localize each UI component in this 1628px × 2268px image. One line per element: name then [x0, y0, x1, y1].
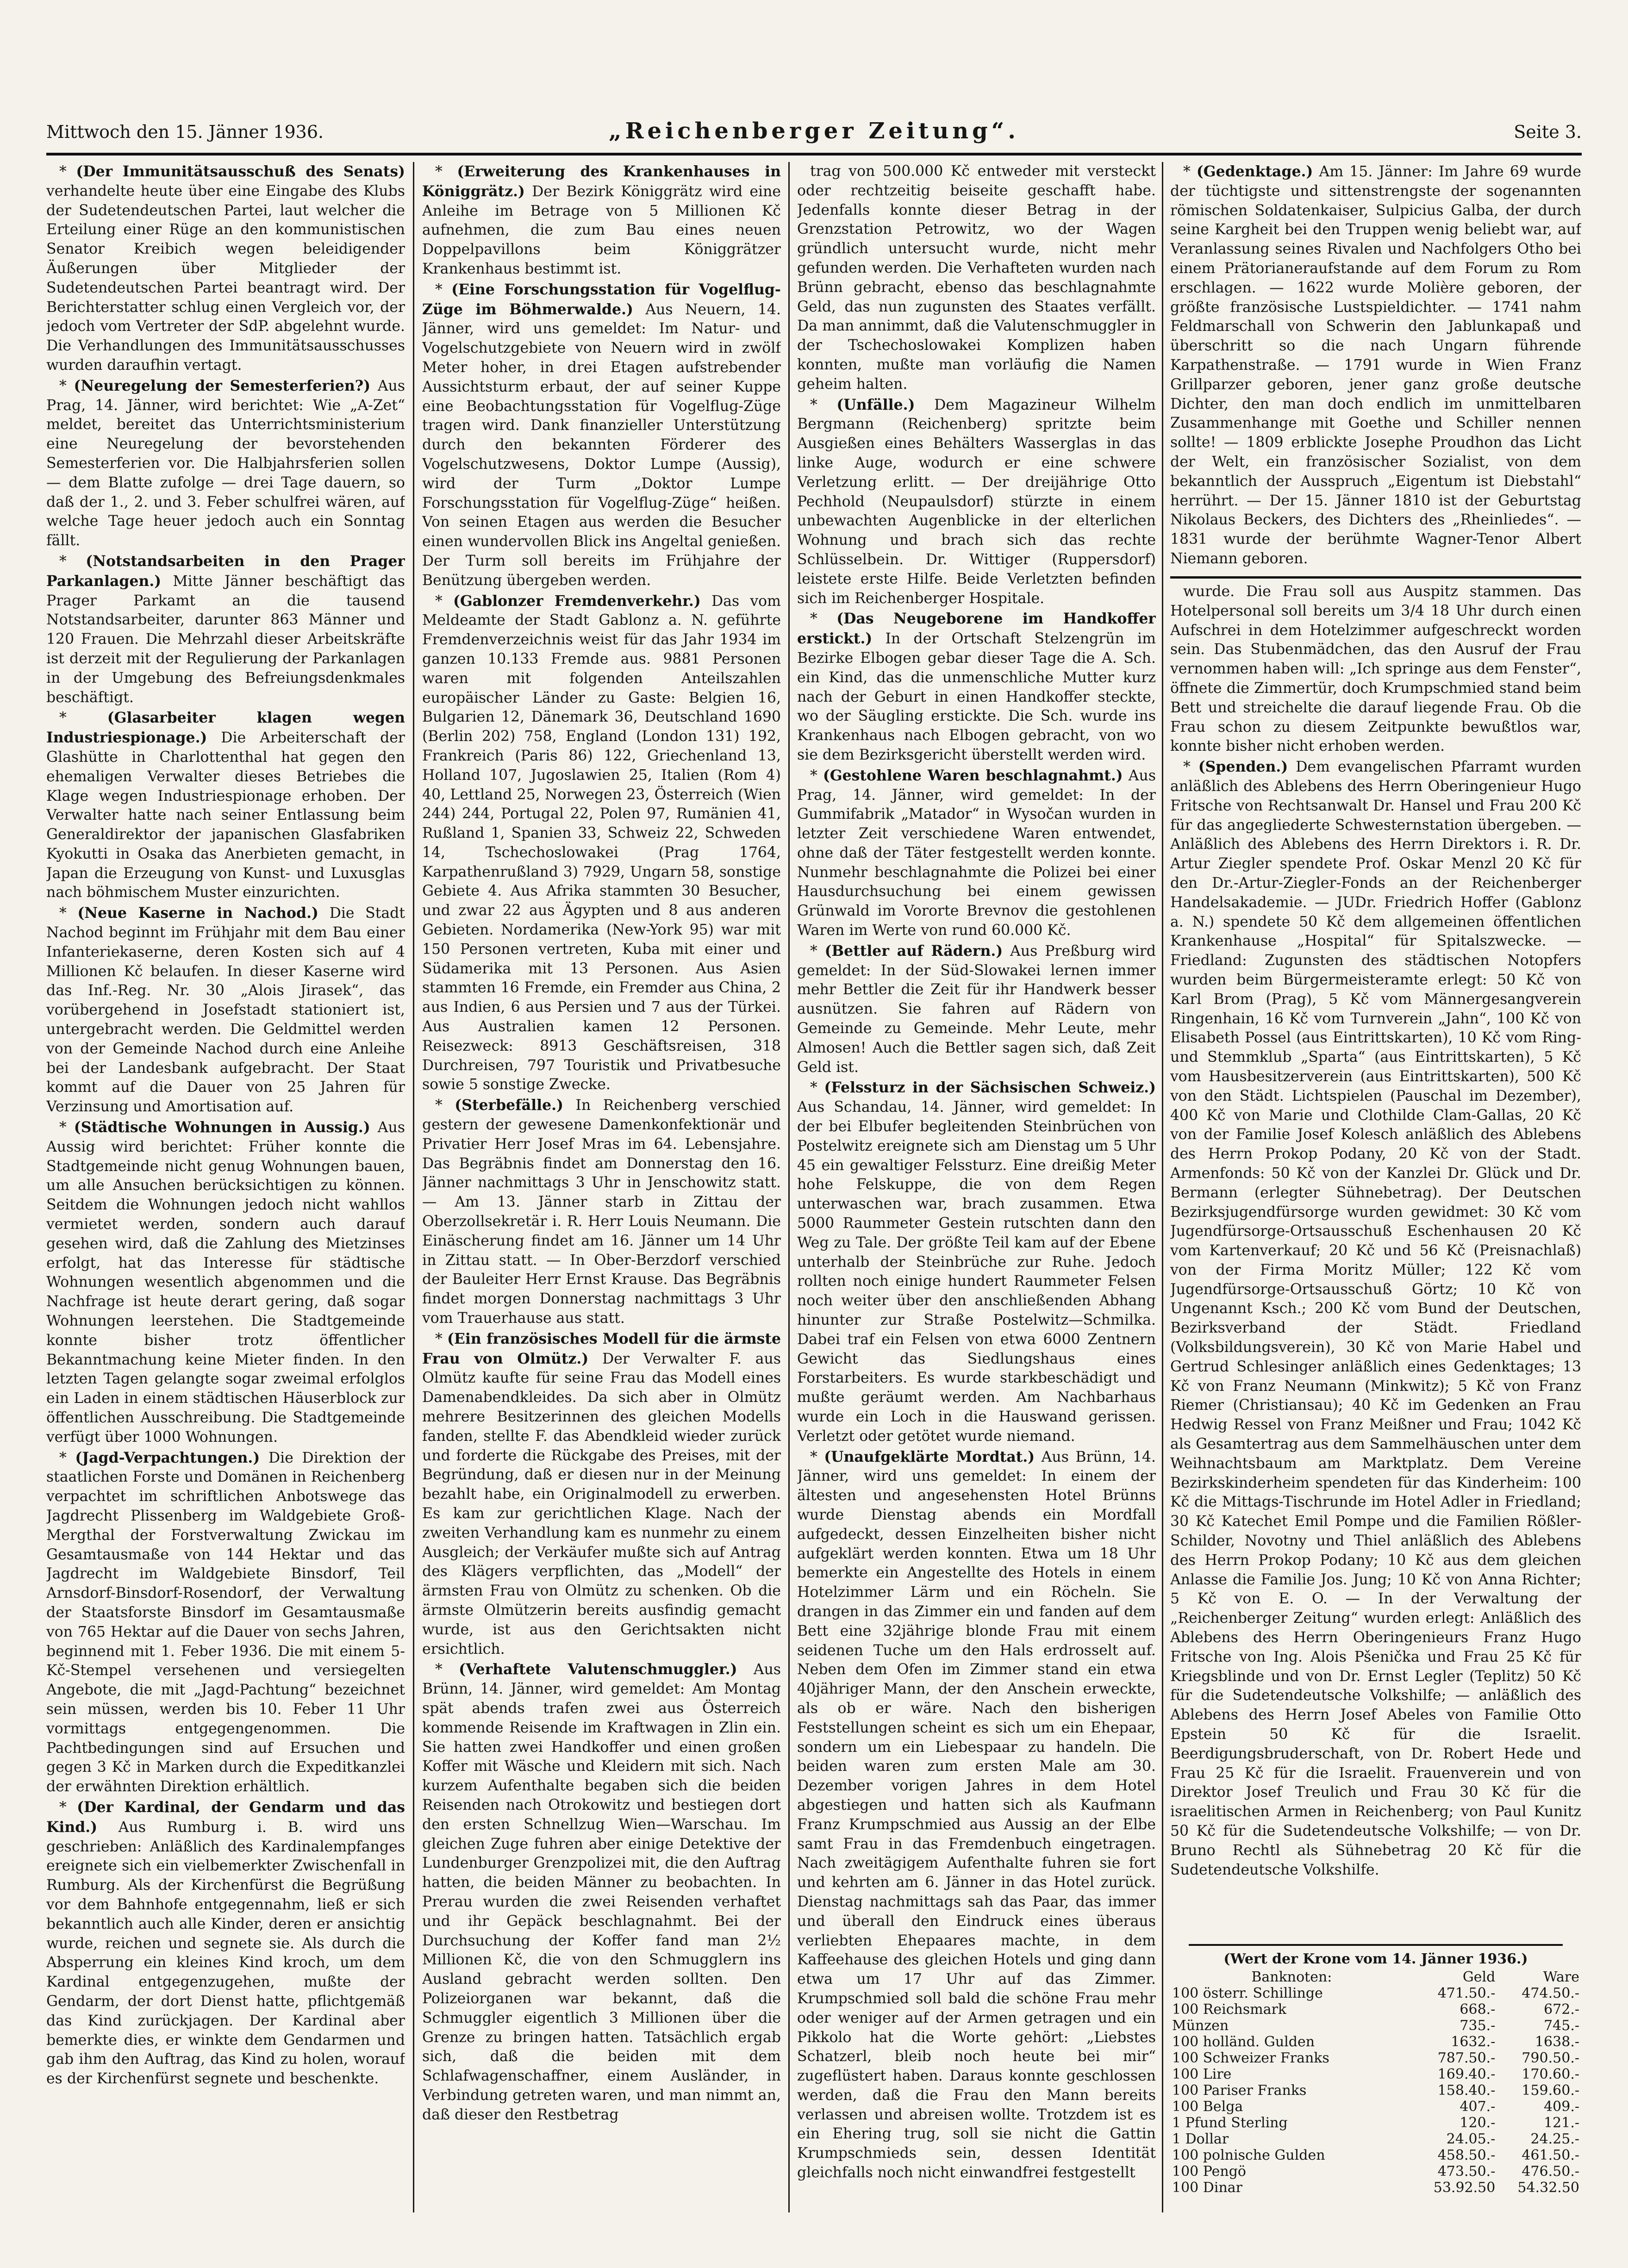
- header-cell: Geld: [1462, 1969, 1496, 1985]
- article-heading: (Ein französisches Modell für die ärmste Frau von Olmütz.): [422, 1330, 781, 1367]
- table-row: [1170, 2115, 1581, 2131]
- rate-cell: 24.05.-: [1446, 2131, 1496, 2147]
- rate-cell: 473.50.-: [1437, 2163, 1496, 2180]
- table-row: [1170, 2001, 1581, 2018]
- currency-cell: 100 polnische Gulden: [1172, 2147, 1325, 2163]
- currency-cell: 100 Schweizer Franks: [1172, 2050, 1329, 2066]
- column-divider: [788, 162, 790, 2212]
- article-paragraph: * (Neue Kaserne in Nachod.) Die Stadt Nachod beginnt im Frühjahr mit dem Bau einer Infanteriekaserne, deren Kosten sich auf 4 Millionen Kč belaufen. In dieser Kaserne wird das Inf.-Reg. Nr. 30 „Alois Jirasek“, das vorübergehend in Josefstadt stationiert ist, untergebracht werden. Die Geldmittel werden von der Gemeinde Nachod durch eine Anleihe bei der Landesbank aufgebracht. Der Staat kommt auf die Dauer von 25 Jahren für Verzinsung und Amortisation auf.: [46, 904, 405, 1115]
- article-paragraph: * (Jagd-Verpachtungen.) Die Direktion der staatlichen Forste und Domänen in Reichenberg verpachtet im schriftlichen Anbotswege das Jagdrecht Plissenberg im Waldgebiete Groß-Mergthal der Forstverwaltung Zwickau im Gesamtausmaße von 144 Hektar und das Jagdrecht im Waldgebiete Binsdorf, Teil Arnsdorf-Binsdorf-Rosendorf, der Verwaltung der Staatsforste Binsdorf im Gesamtausmaße von 765 Hektar auf die Dauer von sechs Jahren, beginnend mit 1. Feber 1936. Die mit einem 5-Kč-Stempel versehenen und versiegelten Angebote, die mit „Jagd-Pachtung“ bezeichnet sein müssen, werden bis 10. Feber 11 Uhr vormittags entgegengenommen. Die Pachtbedingungen sind auf Ersuchen und gegen 3 Kč in Marken durch die Expeditkanzlei der erwähnten Direktion erhältlich.: [46, 1449, 405, 1795]
- article-heading: (Sterbefälle.): [455, 1097, 563, 1114]
- section-rule: [1170, 576, 1581, 579]
- table-row: [1170, 2147, 1581, 2163]
- article-text: Aus Prag, 14. Jänner, wird berichtet: Wie „A-Zet“ meldet, bereitet das Unterrichtsministerium eine Neuregelung der bevorstehenden Semesterferien vor. Die Halbjahrsferien sollen — dem Blatte zufolge — drei Tage dauern, so daß der 1., 2. und 3. Feber schulfrei wären, auf welche Tage heuer jedoch auch ein Sonntag fällt.: [46, 377, 405, 549]
- column-3: [797, 162, 1156, 2212]
- article-heading: (Gablonzer Fremdenverkehr.): [453, 592, 701, 610]
- article-heading: (Notstandsarbeiten in den Prager Parkanlagen.): [46, 552, 405, 590]
- article-heading: (Spenden.): [1198, 758, 1288, 776]
- rate-cell: 53.92.50: [1433, 2180, 1496, 2196]
- rate-cell: 407.-: [1460, 2099, 1496, 2115]
- article-text: Der Verwalter F. aus Olmütz kaufte für seine Frau das Modell eines Damenabendkleides. Da sich aber in Olmütz mehrere Besitzerinnen des gleichen Modells fanden, stellte F. das Abendkleid wieder zurück und forderte die Rückgabe des Preises, mit der Begründung, daß er diesen nur in der Meinung bezahlt habe, ein Originalmodell zu erwerben. Es kam zur gerichtlichen Klage. Nach der zweiten Verhandlung kam es nunmehr zu einem Ausgleich; der Verkäufer mußte sich auf Antrag des Klägers verpflichten, das „Modell“ der ärmsten Frau von Olmütz zu schenken. Ob die ärmste Olmützerin bereits ausfindig gemacht wurde, ist aus den Gerichtsakten nicht ersichtlich.: [422, 1350, 781, 1657]
- rate-cell: 24.25.-: [1530, 2131, 1579, 2147]
- article-paragraph: * (Unaufgeklärte Mordtat.) Aus Brünn, 14. Jänner, wird uns gemeldet: In einem der ältesten und angesehensten Hotel Brünns wurde Dienstag abends ein Mordfall aufgedeckt, dessen Einzelheiten bisher nicht aufgeklärt werden konnten. Etwa um 18 Uhr bemerkte ein Angestellte des Hotels in einem Hotelzimmer Lärm und ein Röcheln. Sie drangen in das Zimmer ein und fanden auf dem Bett eine 32jährige blonde Frau mit einem seidenen Tuche um den Hals erdrosselt auf. Neben dem Ofen im Zimmer stand ein etwa 40jähriger Mann, der den Anschein erweckte, als ob er wäre. Nach den bisherigen Feststellungen scheint es sich um ein Ehepaar, sondern um ein Liebespaar zu handeln. Die beiden waren zum ersten Male am 30. Dezember vorigen Jahres in dem Hotel abgestiegen und hatten sich als Kaufmann Franz Krumpschmied aus Aussig an der Elbe samt Frau in das Fremdenbuch eingetragen. Nach zweitägigem Aufenthalte fuhren sie fort und kehrten am 6. Jänner in das Hotel zurück. Dienstag nachmittags sah das Paar, das immer und überall den Eindruck eines überaus verliebten Ehepaares machte, in dem Kaffeehause des gleichen Hotels und ging dann etwa um 17 Uhr auf das Zimmer. Krumpschmied soll bald die schöne Frau mehr oder weniger auf der Armen getragen und ein Pikkolo hat die Worte gehört: „Liebstes Schatzerl, bleib noch heute bei mir“ zugeflüstert haben. Daraus konnte geschlossen werden, daß die Frau den Mann bereits verlassen und abreisen wollte. Trotzdem ist es ein Ehering trug, soll sie nicht die Gattin Krumpschmieds sein, dessen Identität gleichfalls noch nicht einwandfrei festgestellt: [797, 1448, 1156, 2181]
- article-paragraph: * (Sterbefälle.) In Reichenberg verschied gestern der gewesene Damenkonfektionär und Privatier Herr Josef Mras im 64. Lebensjahre. Das Begräbnis findet am Donnerstag den 16. Jänner nachmittags 3 Uhr in Jenschowitz statt. — Am 13. Jänner starb in Zittau der Oberzollsekretär i. R. Herr Louis Neumann. Die Einäscherung findet am 16. Jänner um 14 Uhr in Zittau statt. — In Ober-Berzdorf verschied der Bauleiter Herr Ernst Krause. Das Begräbnis findet morgen Donnerstag nachmittags 3 Uhr vom Trauerhause aus statt.: [422, 1097, 781, 1327]
- rate-cell: 458.50.-: [1437, 2147, 1496, 2163]
- article-text: Aus Brünn, 14. Jänner, wird uns gemeldet: In einem der ältesten und angesehensten Hotel Brünns wurde Dienstag abends ein Mordfall aufgedeckt, dessen Einzelheiten bisher nicht aufgeklärt werden konnten. Etwa um 18 Uhr bemerkte ein Angestellte des Hotels in einem Hotelzimmer Lärm und ein Röcheln. Sie drangen in das Zimmer ein und fanden auf dem Bett eine 32jährige blonde Frau mit einem seidenen Tuche um den Hals erdrosselt auf. Neben dem Ofen im Zimmer stand ein etwa 40jähriger Mann, der den Anschein erweckte, als ob er wäre. Nach den bisherigen Feststellungen scheint es sich um ein Ehepaar, sondern um ein Liebespaar zu handeln. Die beiden waren zum ersten Male am 30. Dezember vorigen Jahres in dem Hotel abgestiegen und hatten sich als Kaufmann Franz Krumpschmied aus Aussig an der Elbe samt Frau in das Fremdenbuch eingetragen. Nach zweitägigem Aufenthalte fuhren sie fort und kehrten am 6. Jänner in das Hotel zurück. Dienstag nachmittags sah das Paar, das immer und überall den Eindruck eines überaus verliebten Ehepaares machte, in dem Kaffeehause des gleichen Hotels und ging dann etwa um 17 Uhr auf das Zimmer. Krumpschmied soll bald die schöne Frau mehr oder weniger auf der Armen getragen und ein Pikkolo hat die Worte gehört: „Liebstes Schatzerl, bleib noch heute bei mir“ zugeflüstert haben. Daraus konnte geschlossen werden, daß die Frau den Mann bereits verlassen und abreisen wollte. Trotzdem ist es ein Ehering trug, soll sie nicht die Gattin Krumpschmieds sein, dessen Identität gleichfalls noch nicht einwandfrei festgestellt: [797, 1448, 1156, 2181]
- article-heading: (Das Neugeborene im Handkoffer erstickt.): [797, 610, 1156, 648]
- currency-cell: Münzen: [1172, 2018, 1229, 2034]
- article-text: Aus Aussig wird berichtet: Früher konnte die Stadtgemeinde nicht genug Wohnungen bauen, um alle Ansuchen berücksichtigen zu können. Seitdem die Wohnungen jedoch nicht wahllos vermietet werden, sondern auch darauf gesehen wird, daß die Zahlung des Mietzinses erfolgt, hat das Interesse für städtische Wohnungen wesentlich abgenommen und die Nachfrage ist heute derart gering, daß sogar Wohnungen leerstehen. Die Stadtgemeinde konnte bisher trotz öffentlicher Bekanntmachung keine Mieter finden. In den letzten Tagen gelangte sogar zweimal erfolglos ein Laden in einem städtischen Häuserblock zur öffentlichen Ausschreibung. Die Stadtgemeinde verfügt über 1000 Wohnungen.: [46, 1119, 405, 1446]
- rate-cell: 159.60.-: [1522, 2082, 1579, 2099]
- rate-cell: 476.50.-: [1522, 2163, 1579, 2180]
- article-paragraph: * (Bettler auf Rädern.) Aus Preßburg wird gemeldet: In der Süd-Slowakei lernen immer mehr Bettler die Zeit für ihr Handwerk besser ausnützen. Sie fahren auf Rädern von Gemeinde zu Gemeinde. Mehr Leute, mehr Almosen! Auch die Bettler sagen sich, daß Zeit Geld ist.: [797, 942, 1156, 1076]
- currency-cell: 100 Dinar: [1172, 2180, 1242, 2196]
- article-paragraph: * (Spenden.) Dem evangelischen Pfarramt wurden anläßlich des Ablebens des Herrn Oberingenieur Hugo Fritsche von Rechtsanwalt Dr. Hansel und Frau 200 Kč für das angegliederte Schwesternstation übergeben. — Anläßlich des Ablebens des Herrn Direktors i. R. Dr. Artur Ziegler spendete Prof. Oskar Menzl 20 Kč für den Dr.-Artur-Ziegler-Fonds an der Reichenberger Handelsakademie. — JUDr. Friedrich Hoffer (Gablonz a. N.) spendete 50 Kč dem allgemeinen öffentlichen Krankenhause „Hospital“ für Spitalszwecke. — Friedland: Zugunsten des städtischen Notopfers wurden beim Bürgermeisteramte erlegt: 50 Kč von Karl Brom (Prag), 5 Kč vom Männergesangverein Ringenhain, 16 Kč vom Turnverein „Jahn“, 100 Kč von Elisabeth Possel (aus Eintrittskarten), 10 Kč vom Ring- und Stemmklub „Sparta“ (aus Eintrittskarten), 5 Kč vom Hausbesitzerverein (aus Eintrittskarten), 500 Kč von den Städt. Lichtspielen (Pauschal im Dezember), 400 Kč von Marie und Clothilde Clam-Gallas, 20 Kč von der Familie Josef Kolesch anläßlich des Ablebens des Herrn Prokop Podany, 20 Kč von der Stadt. Armenfonds: 50 Kč von der Kanzlei Dr. Glück und Dr. Bermann (erlegter Sühnebetrag). Der Deutschen Bezirksjugendfürsorge wurden gewidmet: 30 Kč vom Jugendfürsorge-Ortsausschuß Eschenhausen 20 Kč vom Kartenverkauf; 20 Kč und 56 Kč (Preisnachlaß) von der Firma Moritz Müller; 122 Kč vom Jugendfürsorge-Ortsausschuß Görtz; 10 Kč von Ungenannt Ksch.; 200 Kč vom Bund der Deutschen, Bezirksverband der Städt. Friedland (Volksbildungsverein), 30 Kč von Marie Habel und Gertrud Schlesinger anläßlich eines Gedenktages; 13 Kč von Franz Neumann (Minkwitz); 5 Kč von Franz Riemer (Christiansau); 40 Kč im Gedenken an Frau Hedwig Ressel von Franz Meißner und Frau; 1042 Kč als Gesamtertrag aus dem Sammelhäuschen unter dem Weihnachtsbaum am Marktplatz. Dem Vereine Bezirkskinderheim spendeten für das Kinderheim: 100 Kč die Mittags-Tischrunde im Hotel Adler in Friedland; 30 Kč Katechet Emil Pompe und die Familien Rößler-Schilder, Novotny und Thiel anläßlich des Ablebens des Herrn Prokop Podany; 10 Kč aus dem gleichen Anlasse die Familie Jos. Jung; 10 Kč von Anna Richter; 5 Kč von E. O. — In der Verwaltung der „Reichenberger Zeitung“ wurden erlegt: Anläßlich des Ablebens des Herrn Oberingenieurs Franz Hugo Fritsche von Ing. Alois Pšenička und Frau 25 Kč für Kriegsblinde und von Dr. Ernst Legler (Teplitz) 50 Kč für die Sudetendeutsche Volkshilfe; — anläßlich des Ablebens des Herrn Josef Abeles von Familie Otto Epstein 50 Kč für die Israelit. Beerdigungsbruderschaft, von Dr. Robert Hede und Frau 25 Kč für die Israelit. Frauenverein und von Direktor Josef Treulich und Frau 30 Kč für die israelitischen Armen in Reichenberg; von Paul Kunitz 50 Kč für die Sudetendeutsche Volkshilfe; — von Dr. Bruno Rechtl als Sühnebetrag 20 Kč für die Sudetendeutsche Volkshilfe.: [1170, 758, 1581, 1878]
- article-text: Aus Brünn, 14. Jänner, wird gemeldet: Am Montag spät abends trafen zwei aus Österreich kommende Reisende im Kraftwagen in Zlin ein. Sie hatten zwei Handkoffer und einen großen Koffer mit Wäsche und Kleidern mit sich. Nach kurzem Aufenthalte begaben sich die beiden Reisenden nach Otrokowitz und bestiegen dort den ersten Schnellzug Wien—Warschau. Im gleichen Zuge fuhren aber einige Detektive der Lundenburger Grenzpolizei mit, die den Auftrag hatten, die beiden Männer zu beobachten. In Prerau wurden die zwei Reisenden verhaftet und ihr Gepäck beschlagnahmt. Bei der Durchsuchung der Koffer fand man 2½ Millionen Kč, die von den Schmugglern ins Ausland gebracht werden sollten. Den Polizeiorganen war bekannt, daß die Schmuggler eigentlich 3 Millionen über die Grenze zu bringen hatten. Tatsächlich ergab sich, daß die beiden mit dem Schlafwagenschaffner, einem Ausländer, in Verbindung getreten waren, und man nimmt an, daß dieser den Restbetrag: [422, 1661, 781, 2123]
- article-heading: (Unaufgeklärte Mordtat.): [824, 1448, 1035, 1465]
- rate-cell: 668.-: [1460, 2001, 1496, 2018]
- article-heading: (Jagd-Verpachtungen.): [75, 1449, 260, 1466]
- column-2: [422, 162, 781, 2212]
- header-cell: Ware: [1543, 1969, 1579, 1985]
- rate-cell: 170.60.-: [1522, 2066, 1579, 2082]
- rate-cell: 120.-: [1460, 2115, 1496, 2131]
- column-4: [1170, 162, 1581, 2212]
- table-row: [1170, 2018, 1581, 2034]
- article-paragraph: * (Felssturz in der Sächsischen Schweiz.) Aus Schandau, 14. Jänner, wird gemeldet: In der bei Elbufer begleitenden Steinbrüchen von Postelwitz ereignete sich am Dienstag um 5 Uhr 45 ein gewaltiger Felssturz. Eine dreißig Meter hohe Felskuppe, die von dem Regen unterwaschen war, brach zusammen. Etwa 5000 Raummeter Gestein rutschten dann den Weg zu Tale. Der größte Teil kam auf der Ebene unterhalb der Steinbrüche zur Ruhe. Jedoch rollten noch einige hundert Raummeter Felsen noch weiter über den anschließenden Abhang hinunter zur Straße Postelwitz—Schmilka. Dabei traf ein Felsen von etwa 6000 Zentnern Gewicht das Siedlungshaus eines Forstarbeiters. Es wurde starkbeschädigt und mußte geräumt werden. Am Nachbarhaus wurde ein Loch in die Hauswand gerissen. Verletzt oder getötet wurde niemand.: [797, 1079, 1156, 1445]
- rate-cell: 1638.-: [1534, 2034, 1579, 2050]
- article-paragraph: * (Ein französisches Modell für die ärmste Frau von Olmütz.) Der Verwalter F. aus Olmütz kaufte für seine Frau das Modell eines Damenabendkleides. Da sich aber in Olmütz mehrere Besitzerinnen des gleichen Modells fanden, stellte F. das Abendkleid wieder zurück und forderte die Rückgabe des Preises, mit der Begründung, daß er diesen nur in der Meinung bezahlt habe, ein Originalmodell zu erwerben. Es kam zur gerichtlichen Klage. Nach der zweiten Verhandlung kam es nunmehr zu einem Ausgleich; der Verkäufer mußte sich auf Antrag des Klägers verpflichten, das „Modell“ der ärmsten Frau von Olmütz zu schenken. Ob die ärmste Olmützerin bereits ausfindig gemacht wurde, ist aus den Gerichtsakten nicht ersichtlich.: [422, 1330, 781, 1657]
- header-page-number: Seite 3.: [1514, 122, 1582, 142]
- article-text: Aus Schandau, 14. Jänner, wird gemeldet: In der bei Elbufer begleitenden Steinbrüchen von Postelwitz ereignete sich am Dienstag um 5 Uhr 45 ein gewaltiger Felssturz. Eine dreißig Meter hohe Felskuppe, die von dem Regen unterwaschen war, brach zusammen. Etwa 5000 Raummeter Gestein rutschten dann den Weg zu Tale. Der größte Teil kam auf der Ebene unterhalb der Steinbrüche zur Ruhe. Jedoch rollten noch einige hundert Raummeter Felsen noch weiter über den anschließenden Abhang hinunter zur Straße Postelwitz—Schmilka. Dabei traf ein Felsen von etwa 6000 Zentnern Gewicht das Siedlungshaus eines Forstarbeiters. Es wurde starkbeschädigt und mußte geräumt werden. Am Nachbarhaus wurde ein Loch in die Hauswand gerissen. Verletzt oder getötet wurde niemand.: [797, 1099, 1156, 1445]
- rate-cell: 790.50.-: [1522, 2050, 1579, 2066]
- article-paragraph: * (Gablonzer Fremdenverkehr.) Das vom Meldeamte der Stadt Gablonz a. N. geführte Fremdenverzeichnis weist für das Jahr 1934 im ganzen 10.133 Fremde aus. 9881 Personen waren mit folgenden Anteilszahlen europäischer Länder zu Gaste: Belgien 16, Bulgarien 12, Dänemark 36, Deutschland 1690 (Berlin 202) 758, England (London 131) 192, Frankreich (Paris 86) 122, Griechenland 13, Holland 107, Jugoslawien 25, Italien (Rom 4) 40, Lettland 25, Norwegen 23, Österreich (Wien 244) 244, Portugal 22, Polen 97, Rumänien 41, Rußland 1, Spanien 33, Schweiz 22, Schweden 14, Tschechoslowakei (Prag 1764, Karpathenrußland 3) 7929, Ungarn 58, sonstige Gebiete 4. Aus Afrika stammten 30 Besucher, und zwar 22 aus Ägypten und 8 aus anderen Gebieten. Nordamerika (New-York 95) war mit 150 Personen vertreten, Kuba mit einer und Südamerika mit 13 Personen. Aus Asien stammten 16 Fremde, ein Fremder aus China, 2 aus Indien, 6 aus Persien und 7 aus der Türkei. Aus Australien kamen 12 Personen. Reisezweck: 8913 Geschäftsreisen, 318 Durchreisen, 797 Touristik und Privatbesuche sowie 5 sonstige Zwecke.: [422, 592, 781, 1093]
- table-row: [1170, 2066, 1581, 2082]
- currency-cell: 1 Pfund Sterling: [1172, 2115, 1288, 2131]
- rate-cell: 745.-: [1544, 2018, 1579, 2034]
- rate-cell: 787.50.-: [1437, 2050, 1496, 2066]
- article-paragraph: [797, 162, 1156, 394]
- rate-cell: 474.50.-: [1522, 1985, 1579, 2001]
- article-paragraph: * (Glasarbeiter klagen wegen Industriespionage.) Die Arbeiterschaft der Glashütte in Charlottenthal hat gegen den ehemaligen Verwalter dieses Betriebes die Klage wegen Industriespionage erhoben. Der Verwalter hatte nach seiner Entlassung beim Generaldirektor der japanischen Glasfabriken Kyokutti in Osaka das Anerbieten gemacht, in Japan die Erzeugung von Kunst- und Luxusglas nach böhmischem Muster einzurichten.: [46, 709, 405, 901]
- rate-cell: 461.50.-: [1522, 2147, 1579, 2163]
- article-paragraph: * (Unfälle.) Dem Magazineur Wilhelm Bergmann (Reichenberg) spritzte beim Ausgießen eines Behälters Wasserglas in das linke Auge, wodurch er eine schwere Verletzung erlitt. — Der dreijährige Otto Pechhold (Neupaulsdorf) stürzte in einem unbewachten Augenblicke in der elterlichen Wohnung und brach sich das rechte Schlüsselbein. Dr. Wittiger (Ruppersdorf) leistete erste Hilfe. Beide Verletzten befinden sich im Reichenberger Hospitale.: [797, 396, 1156, 607]
- article-paragraph: * (Gedenktage.) Am 15. Jänner: Im Jahre 69 wurde der tüchtigste und sittenstrengste der sogenannten römischen Soldatenkaiser, Sulpicius Galba, der durch seine Kargheit bei den Truppen wenig beliebt war, auf Veranlassung seines Rivalen und Nachfolgers Otho bei einem Prätorianeraufstande auf dem Forum zu Rom erschlagen. — 1622 wurde Molière geboren, der größte französische Lustspieldichter. — 1741 nahm Feldmarschall von Schwerin den Jablunkapaß und überschritt so die nach Ungarn führende Karpathenstraße. — 1791 wurde in Wien Franz Grillparzer geboren, jener ganz große deutsche Dichter, den man doch endlich im unmittelbaren Zusammenhange mit Goethe und Schiller nennen sollte! — 1809 erblickte Josephe Proudhon das Licht der Welt, ein französischer Sozialist, von dem bekanntlich der Ausspruch „Eigentum ist Diebstahl“ herrührt. — Der 15. Jänner 1810 ist der Geburtstag Nikolaus Beckers, des Dichters des „Rheinliedes“. — 1831 wurde der berühmte Wagner-Tenor Albert Niemann geboren.: [1170, 163, 1581, 567]
- article-heading: (Der Immunitätsausschuß des Senats): [76, 163, 405, 180]
- article-text: Aus Rumburg i. B. wird uns geschrieben: Anläßlich des Kardinalempfanges ereignete sich ein vielbemerkter Zwischenfall in Rumburg. Als der Kirchenfürst die Begrüßung vor dem Bahnhofe entgegennahm, ließ er sich bekanntlich auch alle Kinder, deren er ansichtig wurde, reichen und segnete sie. Als durch die Absperrung ein kleines Kind kroch, um dem Kardinal entgegenzugehen, mußte der Gendarm, der dort Dienst hatte, pflichtgemäß das Kind zurückjagen. Der Kardinal aber bemerkte dies, er winkte dem Gendarmen und gab ihm den Auftrag, das Kind zu holen, worauf es der Kirchenfürst segnete und beschenkte.: [46, 1819, 405, 2087]
- header-date: Mittwoch den 15. Jänner 1936.: [46, 122, 324, 142]
- article-text: trag von 500.000 Kč entweder mit versteckt oder rechtzeitig beiseite geschafft habe. Jedenfalls konnte dieser Betrag in der Grenzstation Petrowitz, wo der Wagen gründlich untersucht wurde, nicht mehr gefunden werden. Die Verhafteten wurden nach Brünn gebracht, ebenso das beschlagnahmte Geld, das nun zugunsten des Staates verfällt. Da man annimmt, daß die Valutenschmuggler in der Tschechoslowakei Komplizen haben konnten, mußte man vorläufig die Namen geheim halten.: [797, 163, 1156, 393]
- article-heading: (Neue Kaserne in Nachod.): [77, 904, 318, 922]
- article-paragraph: * (Der Kardinal, der Gendarm und das Kind.) Aus Rumburg i. B. wird uns geschrieben: Anläßlich des Kardinalempfanges ereignete sich ein vielbemerkter Zwischenfall in Rumburg. Als der Kirchenfürst die Begrüßung vor dem Bahnhofe entgegennahm, ließ er sich bekanntlich auch alle Kinder, deren er ansichtig wurde, reichen und segnete sie. Als durch die Absperrung ein kleines Kind kroch, um dem Kardinal entgegenzugehen, mußte der Gendarm, der dort Dienst hatte, pflichtgemäß das Kind zurückjagen. Der Kardinal aber bemerkte dies, er winkte dem Gendarmen und gab ihm den Auftrag, das Kind zu holen, worauf es der Kirchenfürst segnete und beschenkte.: [46, 1798, 405, 2087]
- article-heading: (Gedenktage.): [1196, 163, 1313, 180]
- article-paragraph: * (Neuregelung der Semesterferien?) Aus Prag, 14. Jänner, wird berichtet: Wie „A-Zet“ meldet, bereitet das Unterrichtsministerium eine Neuregelung der bevorstehenden Semesterferien vor. Die Halbjahrsferien sollen — dem Blatte zufolge — drei Tage dauern, so daß der 1., 2. und 3. Feber schulfrei wären, auf welche Tage heuer jedoch auch ein Sonntag fällt.: [46, 377, 405, 549]
- column-divider: [413, 162, 414, 2212]
- exchange-rate-title: (Wert der Krone vom 14. Jänner 1936.): [1223, 1951, 1528, 1967]
- rate-cell: 735.-: [1460, 2018, 1496, 2034]
- article-paragraph: * (Verhaftete Valutenschmuggler.) Aus Brünn, 14. Jänner, wird gemeldet: Am Montag spät abends trafen zwei aus Österreich kommende Reisende im Kraftwagen in Zlin ein. Sie hatten zwei Handkoffer und einen großen Koffer mit Wäsche und Kleidern mit sich. Nach kurzem Aufenthalte begaben sich die beiden Reisenden nach Otrokowitz und bestiegen dort den ersten Schnellzug Wien—Warschau. Im gleichen Zuge fuhren aber einige Detektive der Lundenburger Grenzpolizei mit, die den Auftrag hatten, die beiden Männer zu beobachten. In Prerau wurden die zwei Reisenden verhaftet und ihr Gepäck beschlagnahmt. Bei der Durchsuchung der Koffer fand man 2½ Millionen Kč, die von den Schmugglern ins Ausland gebracht werden sollten. Den Polizeiorganen war bekannt, daß die Schmuggler eigentlich 3 Millionen über die Grenze zu bringen hatten. Tatsächlich ergab sich, daß die beiden mit dem Schlafwagenschaffner, einem Ausländer, in Verbindung getreten waren, und man nimmt an, daß dieser den Restbetrag: [422, 1661, 781, 2123]
- rate-cell: 121.-: [1544, 2115, 1579, 2131]
- currency-cell: 100 Pariser Franks: [1172, 2082, 1307, 2099]
- currency-cell: 1 Dollar: [1172, 2131, 1229, 2147]
- header-rule: [46, 153, 1582, 156]
- rate-cell: 1632.-: [1451, 2034, 1496, 2050]
- column-1: [46, 162, 405, 2212]
- table-row: [1170, 2180, 1581, 2196]
- article-text: In der Ortschaft Stelzengrün im Bezirke Elbogen gebar dieser Tage die A. Sch. ein Kind, das die unmenschliche Mutter kurz nach der Geburt in einen Handkoffer steckte, wo der Säugling erstickte. Die Sch. wurde ins Krankenhaus nach Elbogen gebracht, von wo sie dem Bezirksgericht überstellt werden wird.: [797, 630, 1156, 763]
- currency-cell: 100 Belga: [1172, 2099, 1243, 2115]
- article-paragraph: * (Der Immunitätsausschuß des Senats) verhandelte heute über eine Eingabe des Klubs der Sudetendeutschen Partei, laut welcher die Erteilung einer Rüge an den kommunistischen Senator Kreibich wegen beleidigender Äußerungen über Mitglieder der Sudetendeutschen Partei beantragt wird. Der Berichterstatter schlug einen Vergleich vor, der jedoch vom Vertreter der SdP. abgelehnt wurde. Die Verhandlungen des Immunitätsausschusses wurden daraufhin vertagt.: [46, 163, 405, 374]
- currency-cell: 100 holländ. Gulden: [1172, 2034, 1315, 2050]
- article-text: Am 15. Jänner: Im Jahre 69 wurde der tüchtigste und sittenstrengste der sogenannten römischen Soldatenkaiser, Sulpicius Galba, der durch seine Kargheit bei den Truppen wenig beliebt war, auf Veranlassung seines Rivalen und Nachfolgers Otho bei einem Prätorianeraufstande auf dem Forum zu Rom erschlagen. — 1622 wurde Molière geboren, der größte französische Lustspieldichter. — 1741 nahm Feldmarschall von Schwerin den Jablunkapaß und überschritt so die nach Ungarn führende Karpathenstraße. — 1791 wurde in Wien Franz Grillparzer geboren, jener ganz große deutsche Dichter, den man doch endlich im unmittelbaren Zusammenhange mit Goethe und Schiller nennen sollte! — 1809 erblickte Josephe Proudhon das Licht der Welt, ein französischer Sozialist, von dem bekanntlich der Ausspruch „Eigentum ist Diebstahl“ herrührt. — Der 15. Jänner 1810 ist der Geburtstag Nikolaus Beckers, des Dichters des „Rheinliedes“. — 1831 wurde der berühmte Wagner-Tenor Albert Niemann geboren.: [1170, 163, 1581, 567]
- article-text: verhandelte heute über eine Eingabe des Klubs der Sudetendeutschen Partei, laut welcher die Erteilung einer Rüge an den kommunistischen Senator Kreibich wegen beleidigender Äußerungen über Mitglieder der Sudetendeutschen Partei beantragt wird. Der Berichterstatter schlug einen Vergleich vor, der jedoch vom Vertreter der SdP. abgelehnt wurde. Die Verhandlungen des Immunitätsausschusses wurden daraufhin vertagt.: [46, 182, 405, 374]
- article-heading: (Städtische Wohnungen in Aussig.): [74, 1119, 370, 1136]
- article-paragraph: * (Erweiterung des Krankenhauses in Königgrätz.) Der Bezirk Königgrätz wird eine Anleihe im Betrage von 5 Millionen Kč aufnehmen, die zum Bau eines neuen Doppelpavillons beim Königgrätzer Krankenhaus bestimmt ist.: [422, 163, 781, 277]
- article-heading: (Neuregelung der Semesterferien?): [74, 377, 371, 394]
- rate-cell: 54.32.50: [1517, 2180, 1579, 2196]
- anniversaries-box: [1170, 162, 1581, 574]
- article-text: Das vom Meldeamte der Stadt Gablonz a. N. geführte Fremdenverzeichnis weist für das Jahr 1934 im ganzen 10.133 Fremde aus. 9881 Personen waren mit folgenden Anteilszahlen europäischer Länder zu Gaste: Belgien 16, Bulgarien 12, Dänemark 36, Deutschland 1690 (Berlin 202) 758, England (London 131) 192, Frankreich (Paris 86) 122, Griechenland 13, Holland 107, Jugoslawien 25, Italien (Rom 4) 40, Lettland 25, Norwegen 23, Österreich (Wien 244) 244, Portugal 22, Polen 97, Rumänien 41, Rußland 1, Spanien 33, Schweiz 22, Schweden 14, Tschechoslowakei (Prag 1764, Karpathenrußland 3) 7929, Ungarn 58, sonstige Gebiete 4. Aus Afrika stammten 30 Besucher, und zwar 22 aus Ägypten und 8 aus anderen Gebieten. Nordamerika (New-York 95) war mit 150 Personen vertreten, Kuba mit einer und Südamerika mit 13 Personen. Aus Asien stammten 16 Fremde, ein Fremder aus China, 2 aus Indien, 6 aus Persien und 7 aus der Türkei. Aus Australien kamen 12 Personen. Reisezweck: 8913 Geschäftsreisen, 318 Durchreisen, 797 Touristik und Privatbesuche sowie 5 sonstige Zwecke.: [422, 592, 781, 1093]
- article-heading: (Unfälle.): [836, 396, 915, 413]
- article-paragraph: * (Städtische Wohnungen in Aussig.) Aus Aussig wird berichtet: Früher konnte die Stadtgemeinde nicht genug Wohnungen bauen, um alle Ansuchen berücksichtigen zu können. Seitdem die Wohnungen jedoch nicht wahllos vermietet werden, sondern auch darauf gesehen wird, daß die Zahlung des Mietzinses erfolgt, hat das Interesse für städtische Wohnungen wesentlich abgenommen und die Nachfrage ist heute derart gering, daß sogar Wohnungen leerstehen. Die Stadtgemeinde konnte bisher trotz öffentlicher Bekanntmachung keine Mieter finden. In den letzten Tagen gelangte sogar zweimal erfolglos ein Laden in einem städtischen Häuserblock zur öffentlichen Ausschreibung. Die Stadtgemeinde verfügt über 1000 Wohnungen.: [46, 1119, 405, 1446]
- column-divider: [1162, 162, 1163, 2212]
- article-heading: (Glasarbeiter klagen wegen Industriespionage.): [46, 709, 405, 747]
- article-paragraph: * (Eine Forschungsstation für Vogelflug-Züge im Böhmerwalde.) Aus Neuern, 14. Jänner, wird uns gemeldet: Im Natur- und Vogelschutzgebiete von Neuern wird in zwölf Meter hoher, in drei Etagen aufstrebender Aussichtsturm erbaut, der auf seiner Kuppe eine Beobachtungsstation für Vogelflug-Züge tragen wird. Dank finanzieller Unterstützung durch den bekannten Förderer des Vogelschutzwesens, Doktor Lumpe (Aussig), wird der Turm „Doktor Lumpe Forschungsstation für Vogelflug-Züge“ heißen. Von seinen Etagen aus werden die Besucher einen wundervollen Blick ins Angeltal genießen. Der Turm soll bereits im Frühjahre der Benützung übergeben werden.: [422, 280, 781, 589]
- rate-cell: 169.40.-: [1437, 2066, 1496, 2082]
- table-row: [1170, 2163, 1581, 2180]
- table-row: [1170, 1985, 1581, 2001]
- article-text: Aus Prag, 14. Jänner, wird gemeldet: In der Gummifabrik „Matador“ in Wysočan wurden in letzter Zeit verschiedene Waren entwendet, ohne daß der Täter festgestellt werden konnte. Nunmehr beschlagnahmte die Polizei bei einer Hausdurchsuchung bei einem gewissen Grünwald im Vororte Brevnov die gestohlenen Waren im Werte von rund 60.000 Kč.: [797, 767, 1156, 939]
- table-row: [1170, 2050, 1581, 2066]
- article-heading: (Verhaftete Valutenschmuggler.): [459, 1661, 737, 1678]
- article-text: wurde. Die Frau soll aus Auspitz stammen. Das Hotelpersonal soll bereits um 3/4 18 Uhr durch einen Aufschrei in dem Hotelzimmer aufgeschreckt worden sein. Das Stubenmädchen, das den Ausruf der Frau vernommen haben will: „Ich springe aus dem Fenster“, öffnete die Zimmertür, doch Krumpschmied stand beim Bett und streichelte die darauf liegende Frau. Ob die Frau schon zu diesem Zeitpunkte bewußtlos war, konnte bisher nicht erhoben werden.: [1170, 583, 1581, 755]
- currency-cell: 100 Reichsmark: [1172, 2001, 1287, 2018]
- rates-table: [1170, 1969, 1581, 2196]
- currency-cell: 100 österr. Schillinge: [1172, 1985, 1323, 2001]
- article-text: Mitte Jänner beschäftigt das Prager Parkamt an die tausend Notstandsarbeiter, darunter 863 Männer und 120 Frauen. Die Mehrzahl dieser Arbeitskräfte ist derzeit mit der Regulierung der Parkanlagen in der Umgebung des Befreiungsdenkmales beschäftigt.: [46, 573, 405, 706]
- article-text: Dem Magazineur Wilhelm Bergmann (Reichenberg) spritzte beim Ausgießen eines Behälters Wasserglas in das linke Auge, wodurch er eine schwere Verletzung erlitt. — Der dreijährige Otto Pechhold (Neupaulsdorf) stürzte in einem unbewachten Augenblicke in der elterlichen Wohnung und brach sich das rechte Schlüsselbein. Dr. Wittiger (Ruppersdorf) leistete erste Hilfe. Beide Verletzten befinden sich im Reichenberger Hospitale.: [797, 396, 1156, 607]
- section-rule: [1189, 1944, 1563, 1946]
- article-paragraph: * (Gestohlene Waren beschlagnahmt.) Aus Prag, 14. Jänner, wird gemeldet: In der Gummifabrik „Matador“ in Wysočan wurden in letzter Zeit verschiedene Waren entwendet, ohne daß der Täter festgestellt werden konnte. Nunmehr beschlagnahmte die Polizei bei einer Hausdurchsuchung bei einem gewissen Grünwald im Vororte Brevnov die gestohlenen Waren im Werte von rund 60.000 Kč.: [797, 766, 1156, 939]
- table-row: [1170, 2131, 1581, 2147]
- page-header: [46, 118, 1582, 146]
- article-text: Der Bezirk Königgrätz wird eine Anleihe im Betrage von 5 Millionen Kč aufnehmen, die zum Bau eines neuen Doppelpavillons beim Königgrätzer Krankenhaus bestimmt ist.: [422, 183, 781, 277]
- article-text: Dem evangelischen Pfarramt wurden anläßlich des Ablebens des Herrn Oberingenieur Hugo Fritsche von Rechtsanwalt Dr. Hansel und Frau 200 Kč für das angegliederte Schwesternstation übergeben. — Anläßlich des Ablebens des Herrn Direktors i. R. Dr. Artur Ziegler spendete Prof. Oskar Menzl 20 Kč für den Dr.-Artur-Ziegler-Fonds an der Reichenberger Handelsakademie. — JUDr. Friedrich Hoffer (Gablonz a. N.) spendete 50 Kč dem allgemeinen öffentlichen Krankenhause „Hospital“ für Spitalszwecke. — Friedland: Zugunsten des städtischen Notopfers wurden beim Bürgermeisteramte erlegt: 50 Kč von Karl Brom (Prag), 5 Kč vom Männergesangverein Ringenhain, 16 Kč vom Turnverein „Jahn“, 100 Kč von Elisabeth Possel (aus Eintrittskarten), 10 Kč vom Ring- und Stemmklub „Sparta“ (aus Eintrittskarten), 5 Kč vom Hausbesitzerverein (aus Eintrittskarten), 500 Kč von den Städt. Lichtspielen (Pauschal im Dezember), 400 Kč von Marie und Clothilde Clam-Gallas, 20 Kč von der Familie Josef Kolesch anläßlich des Ablebens des Herrn Prokop Podany, 20 Kč von der Stadt. Armenfonds: 50 Kč von der Kanzlei Dr. Glück und Dr. Bermann (erlegter Sühnebetrag). Der Deutschen Bezirksjugendfürsorge wurden gewidmet: 30 Kč vom Jugendfürsorge-Ortsausschuß Eschenhausen 20 Kč vom Kartenverkauf; 20 Kč und 56 Kč (Preisnachlaß) von der Firma Moritz Müller; 122 Kč vom Jugendfürsorge-Ortsausschuß Görtz; 10 Kč von Ungenannt Ksch.; 200 Kč vom Bund der Deutschen, Bezirksverband der Städt. Friedland (Volksbildungsverein), 30 Kč von Marie Habel und Gertrud Schlesinger anläßlich eines Gedenktages; 13 Kč von Franz Neumann (Minkwitz); 5 Kč von Franz Riemer (Christiansau); 40 Kč im Gedenken an Frau Hedwig Ressel von Franz Meißner und Frau; 1042 Kč als Gesamtertrag aus dem Sammelhäuschen unter dem Weihnachtsbaum am Marktplatz. Dem Vereine Bezirkskinderheim spendeten für das Kinderheim: 100 Kč die Mittags-Tischrunde im Hotel Adler in Friedland; 30 Kč Katechet Emil Pompe und die Familien Rößler-Schilder, Novotny und Thiel anläßlich des Ablebens des Herrn Prokop Podany; 10 Kč aus dem gleichen Anlasse die Familie Jos. Jung; 10 Kč von Anna Richter; 5 Kč von E. O. — In der Verwaltung der „Reichenberger Zeitung“ wurden erlegt: Anläßlich des Ablebens des Herrn Oberingenieurs Franz Hugo Fritsche von Ing. Alois Pšenička und Frau 25 Kč für Kriegsblinde und von Dr. Ernst Legler (Teplitz) 50 Kč für die Sudetendeutsche Volkshilfe; — anläßlich des Ablebens des Herrn Josef Abeles von Familie Otto Epstein 50 Kč für die Israelit. Beerdigungsbruderschaft, von Dr. Robert Hede und Frau 25 Kč für die Israelit. Frauenverein und von Direktor Josef Treulich und Frau 30 Kč für die israelitischen Armen in Reichenberg; von Paul Kunitz 50 Kč für die Sudetendeutsche Volkshilfe; — von Dr. Bruno Rechtl als Sühnebetrag 20 Kč für die Sudetendeutsche Volkshilfe.: [1170, 759, 1581, 1878]
- table-row: [1170, 2034, 1581, 2050]
- article-paragraph: [1170, 582, 1581, 756]
- header-paper-name: „Reichenberger Zeitung“.: [609, 118, 1019, 144]
- article-heading: (Erweiterung des Krankenhauses in Königgrätz.): [422, 163, 781, 200]
- table-header-row: [1170, 1969, 1581, 1985]
- table-row: [1170, 2082, 1581, 2099]
- article-text: Die Direktion der staatlichen Forste und Domänen in Reichenberg verpachtet im schriftlichen Anbotswege das Jagdrecht Plissenberg im Waldgebiete Groß-Mergthal der Forstverwaltung Zwickau im Gesamtausmaße von 144 Hektar und das Jagdrecht im Waldgebiete Binsdorf, Teil Arnsdorf-Binsdorf-Rosendorf, der Verwaltung der Staatsforste Binsdorf im Gesamtausmaße von 765 Hektar auf die Dauer von sechs Jahren, beginnend mit 1. Feber 1936. Die mit einem 5-Kč-Stempel versehenen und versiegelten Angebote, die mit „Jagd-Pachtung“ bezeichnet sein müssen, werden bis 10. Feber 11 Uhr vormittags entgegengenommen. Die Pachtbedingungen sind auf Ersuchen und gegen 3 Kč in Marken durch die Expeditkanzlei der erwähnten Direktion erhältlich.: [46, 1449, 405, 1795]
- table-row: [1170, 2099, 1581, 2115]
- article-heading: (Felssturz in der Sächsischen Schweiz.): [824, 1079, 1156, 1097]
- column-4-body: [1170, 582, 1581, 1938]
- article-heading: (Eine Forschungsstation für Vogelflug-Züge im Böhmerwalde.): [422, 280, 781, 318]
- article-heading: (Gestohlene Waren beschlagnahmt.): [823, 766, 1123, 784]
- article-heading: (Bettler auf Rädern.): [824, 942, 1003, 960]
- exchange-rate-table: [1170, 1951, 1581, 2210]
- rate-cell: 158.40.-: [1437, 2082, 1496, 2099]
- rate-cell: 672.-: [1544, 2001, 1579, 2018]
- article-text: Aus Neuern, 14. Jänner, wird uns gemeldet: Im Natur- und Vogelschutzgebiete von Neuern wird in zwölf Meter hoher, in drei Etagen aufstrebender Aussichtsturm erbaut, der auf seiner Kuppe eine Beobachtungsstation für Vogelflug-Züge tragen wird. Dank finanzieller Unterstützung durch den bekannten Förderer des Vogelschutzwesens, Doktor Lumpe (Aussig), wird der Turm „Doktor Lumpe Forschungsstation für Vogelflug-Züge“ heißen. Von seinen Etagen aus werden die Besucher einen wundervollen Blick ins Angeltal genießen. Der Turm soll bereits im Frühjahre der Benützung übergeben werden.: [422, 301, 781, 589]
- currency-cell: 100 Pengö: [1172, 2163, 1246, 2180]
- article-text: Die Arbeiterschaft der Glashütte in Charlottenthal hat gegen den ehemaligen Verwalter dieses Betriebes die Klage wegen Industriespionage erhoben. Der Verwalter hatte nach seiner Entlassung beim Generaldirektor der japanischen Glasfabriken Kyokutti in Osaka das Anerbieten gemacht, in Japan die Erzeugung von Kunst- und Luxusglas nach böhmischem Muster einzurichten.: [46, 729, 405, 901]
- article-heading: (Der Kardinal, der Gendarm und das Kind.): [46, 1798, 405, 1836]
- article-text: Aus Preßburg wird gemeldet: In der Süd-Slowakei lernen immer mehr Bettler die Zeit für ihr Handwerk besser ausnützen. Sie fahren auf Rädern von Gemeinde zu Gemeinde. Mehr Leute, mehr Almosen! Auch die Bettler sagen sich, daß Zeit Geld ist.: [797, 942, 1156, 1076]
- article-text: Die Stadt Nachod beginnt im Frühjahr mit dem Bau einer Infanteriekaserne, deren Kosten sich auf 4 Millionen Kč belaufen. In dieser Kaserne wird das Inf.-Reg. Nr. 30 „Alois Jirasek“, das vorübergehend in Josefstadt stationiert ist, untergebracht werden. Die Geldmittel werden von der Gemeinde Nachod durch eine Anleihe bei der Landesbank aufgebracht. Der Staat kommt auf die Dauer von 25 Jahren für Verzinsung und Amortisation auf.: [46, 905, 405, 1115]
- article-paragraph: * (Das Neugeborene im Handkoffer erstickt.) In der Ortschaft Stelzengrün im Bezirke Elbogen gebar dieser Tage die A. Sch. ein Kind, das die unmenschliche Mutter kurz nach der Geburt in einen Handkoffer steckte, wo der Säugling erstickte. Die Sch. wurde ins Krankenhaus nach Elbogen gebracht, von wo sie dem Bezirksgericht überstellt werden wird.: [797, 610, 1156, 763]
- currency-cell: 100 Lire: [1172, 2066, 1232, 2082]
- article-paragraph: * (Notstandsarbeiten in den Prager Parkanlagen.) Mitte Jänner beschäftigt das Prager Parkamt an die tausend Notstandsarbeiter, darunter 863 Männer und 120 Frauen. Die Mehrzahl dieser Arbeitskräfte ist derzeit mit der Regulierung der Parkanlagen in der Umgebung des Befreiungsdenkmales beschäftigt.: [46, 552, 405, 706]
- rate-cell: 471.50.-: [1437, 1985, 1496, 2001]
- header-cell: Banknoten:: [1251, 1969, 1332, 1985]
- article-text: In Reichenberg verschied gestern der gewesene Damenkonfektionär und Privatier Herr Josef Mras im 64. Lebensjahre. Das Begräbnis findet am Donnerstag den 16. Jänner nachmittags 3 Uhr in Jenschowitz statt. — Am 13. Jänner starb in Zittau der Oberzollsekretär i. R. Herr Louis Neumann. Die Einäscherung findet am 16. Jänner um 14 Uhr in Zittau statt. — In Ober-Berzdorf verschied der Bauleiter Herr Ernst Krause. Das Begräbnis findet morgen Donnerstag nachmittags 3 Uhr vom Trauerhause aus statt.: [422, 1097, 781, 1327]
- rate-cell: 409.-: [1544, 2099, 1579, 2115]
